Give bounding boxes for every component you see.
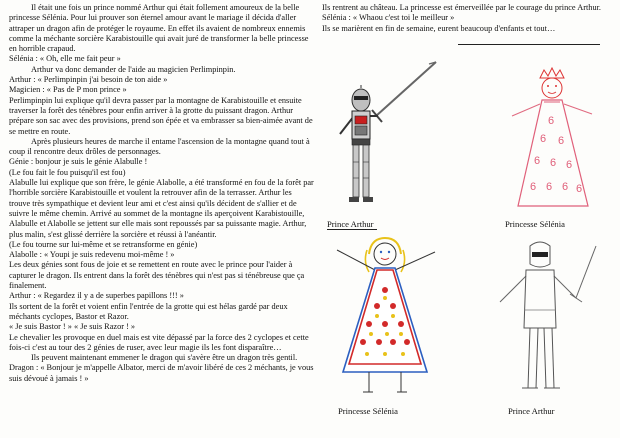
paragraph: Il était une fois un prince nommé Arthur qui était follement amoureux de la belle princesse Sélénia. Pour lui prouver son éternel amour avant le mariage il décida d'aller attraper un dragon afin de protéger le royaume. En effet ils avaient de nombreux ennemis comme la méchante sorcière Karabistouille qui avait juré de transformer la belle princesse en horrible crapaud. [9,3,309,54]
svg-text:6: 6 [550,157,557,169]
svg-text:6: 6 [546,181,553,193]
paragraph: (Le fou tourne sur lui-même et se retransforme en génie) [9,239,198,249]
paragraph: Magicien : « Pas de P mon prince » [9,85,127,95]
drawing-prince-arthur-knight [324,50,484,218]
caption-prince-arthur-bottom: Prince Arthur [508,406,555,416]
svg-text:6: 6 [530,181,537,193]
paragraph: Dragon : « Bonjour je m'appelle Albator, merci de m'avoir libéré de ces 2 méchants, je vous suis dévoué à jamais ! » [9,363,314,383]
drawing-prince-arthur-sketch [470,232,610,402]
caption-prince-arthur-top: Prince Arthur [327,219,374,229]
paragraph: Ils rentrent au château. La princesse est émerveillée par le courage du prince Arthur. [322,3,601,12]
drawing-princesse-selenia-pink [490,48,616,218]
paragraph: Après plusieurs heures de marche il entame l'ascension de la montagne quand tout à coup il rencontre deux drôles de personnages. [9,136,310,157]
paragraph: Les deux génies sont fous de joie et se remettent en route avec le prince pour l'aider à capturer le dragon. Ils entrent dans la forêt des ténèbres qui n'est pas si ténébreuse que ça finalement. [9,260,305,291]
paragraph: « Je suis Bastor ! » « Je suis Razor ! » [9,322,136,332]
caption-underline [327,229,377,230]
paragraph: Sélénia : « Whaou c'est toi le meilleur » [322,13,455,23]
drawing-princesse-selenia-colorful [327,232,447,402]
paragraph: Ils peuvent maintenant emmener le dragon qui s'avère être un dragon très gentil. [31,353,298,363]
paragraph: Alabulle lui explique que son frère, le génie Alabolle, a été transformé en fou de la forêt par l'horrible sorcière Karabistouille et voulent la retrouver afin de la terrasser. Arthur les trouve très sympathique et devient leur ami et c'est ainsi qu'ils décident de s'allier et de suivre le même chemin. Arrivé au sommet de la montagne ils aperçoivent Karabistouille, Alabulle et Alabolle se jettent sur elle mais sont repoussés par sa puissante magie. Arthur, plus malin, s'est glissé derrière la sorcière et réussi à l'anéantir. [9,178,314,239]
svg-text:6: 6 [566,159,573,171]
text-underline [458,44,600,45]
svg-text:6: 6 [558,135,565,147]
story-left-column [9,3,315,384]
paragraph: Le chevalier les provoque en duel mais est vite dépassé par la force des 2 cyclopes et cette fois-ci c'est au tour des 2 génies de ruser, avec leur magie ils les font disparaître… [9,332,309,352]
paragraph: Alabolle : « Youpi je suis redevenu moi-même ! » [9,250,175,260]
paragraph: Arthur : « Perlimpinpin j'ai besoin de ton aide » [9,75,168,85]
paragraph: Arthur va donc demander de l'aide au magicien Perlimpinpin. [31,64,236,74]
paragraph: Arthur : « Regardez il y a de superbes papillons !!! » [9,291,184,301]
svg-text:6: 6 [562,181,569,193]
paragraph: Ils se marièrent en fin de semaine, eurent beaucoup d'enfants et tout… [322,23,556,33]
paragraph: Sélénia : « Oh, elle me fait peur » [9,54,121,64]
paragraph: Ils sortent de la forêt et voient enfin l'entrée de la grotte qui est hélas gardé par deux méchants cyclopes, Bastor et Razor. [9,301,288,321]
svg-text:6: 6 [534,155,541,167]
story-right-column [322,3,616,34]
paragraph: Perlimpinpin lui explique qu'il devra passer par la montagne de Karabistouille et ensuite traverser la forêt des ténèbres pour enfin arriver à la grotte du puissant dragon. Arthur prépare son sac avec des provisions, prend son épée et va embrasser sa bien-aimée avant de se mettre en route. [9,95,313,136]
svg-text:6: 6 [548,115,555,127]
caption-princesse-selenia-top: Princesse Sélénia [505,219,565,229]
svg-text:6: 6 [540,133,547,145]
paragraph: Génie : bonjour je suis le génie Alabulle ! [9,157,148,167]
caption-princesse-selenia-bottom: Princesse Sélénia [338,406,398,416]
paragraph: (Le fou fait le fou puisqu'il est fou) [9,167,126,177]
svg-text:6: 6 [576,183,583,195]
